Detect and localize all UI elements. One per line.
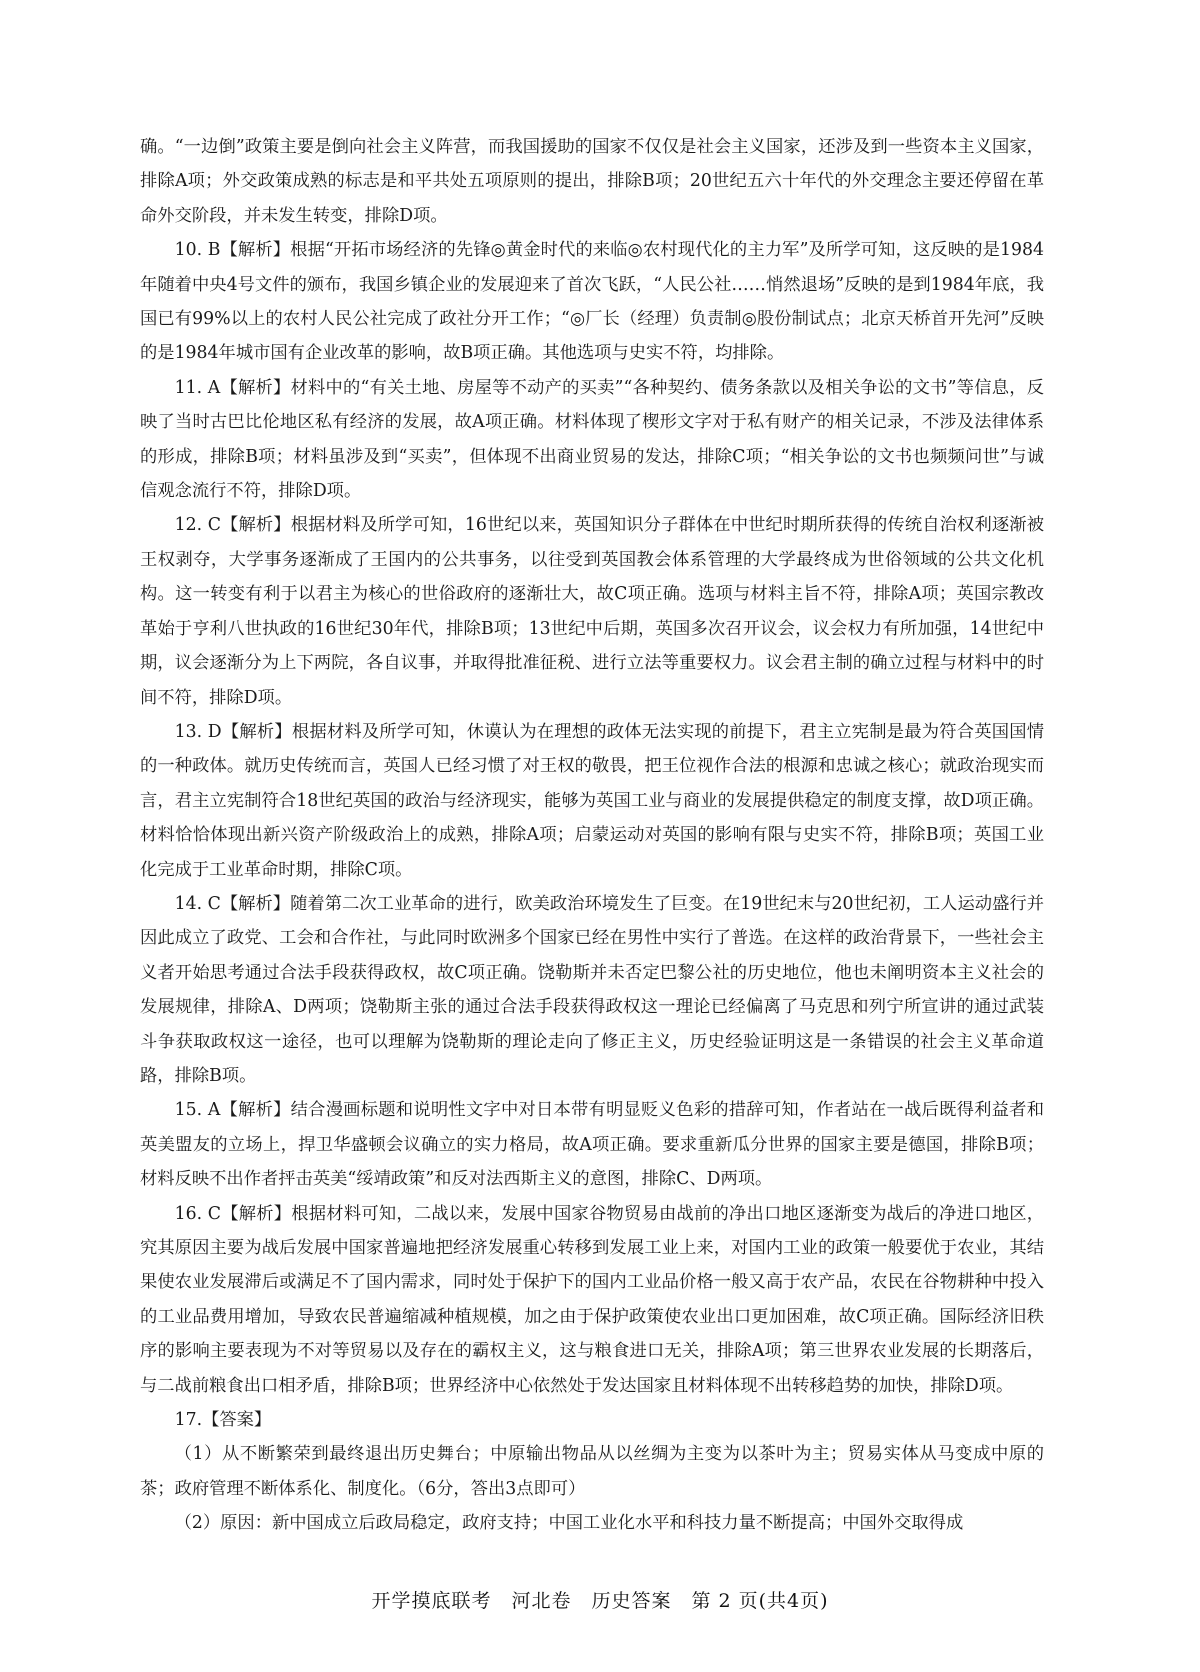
paragraph-q16: 16. C【解析】根据材料可知，二战以来，发展中国家谷物贸易由战前的净出口地区逐渐变为战后的净进口地区，究其原因主要为战后发展中国家普遍地把经济发展重心转移到发展工业上来，对国内工业的政策一般要优于农业，其结果使农业发展滞后或满足不了国内需求，同时处于保护下的国内工业品价格一般又高于农产品，农民在谷物耕种中投入的工业品费用增加，导致农民普遍缩减种植规模，加之由于保护政策使农业出口更加困难，故C项正确。国际经济旧秩序的影响主要表现为不对等贸易以及存在的霸权主义，这与粮食进口无关，排除A项；第三世界农业发展的长期落后，与二战前粮食出口相矛盾，排除B项；世界经济中心依然处于发达国家且材料体现不出转移趋势的加快，排除D项。 bbox=[140, 1203, 1044, 1396]
page-footer: 开学摸底联考 河北卷 历史答案 第 2 页(共4页) bbox=[371, 1590, 829, 1612]
answer-text-body bbox=[140, 130, 1044, 1541]
paragraph-9-continuation: 确。“一边倒”政策主要是倒向社会主义阵营，而我国援助的国家不仅仅是社会主义国家，还涉及到一些资本主义国家，排除A项；外交政策成熟的标志是和平共处五项原则的提出，排除B项；20世纪五六十年代的外交理念主要还停留在革命外交阶段，并未发生转变，排除D项。 bbox=[140, 137, 1044, 226]
paragraph-q15: 15. A【解析】结合漫画标题和说明性文字中对日本带有明显贬义色彩的措辞可知，作者站在一战后既得利益者和英美盟友的立场上，捍卫华盛顿会议确立的实力格局，故A项正确。要求重新瓜分世界的国家主要是德国，排除B项；材料反映不出作者抨击英美“绥靖政策”和反对法西斯主义的意图，排除C、D两项。 bbox=[140, 1100, 1044, 1190]
paragraph-q13: 13. D【解析】根据材料及所学可知，休谟认为在理想的政体无法实现的前提下，君主立宪制是最为符合英国国情的一种政体。就历史传统而言，英国人已经习惯了对王权的敬畏，把王位视作合法的根源和忠诚之核心；就政治现实而言，君主立宪制符合18世纪英国的政治与经济现实，能够为英国工业与商业的发展提供稳定的制度支撑，故D项正确。材料恰恰体现出新兴资产阶级政治上的成熟，排除A项；启蒙运动对英国的影响有限与史实不符，排除B项；英国工业化完成于工业革命时期，排除C项。 bbox=[140, 721, 1044, 880]
paragraph-q17-part1: （1）从不断繁荣到最终退出历史舞台；中原输出物品从以丝绸为主变为以茶叶为主；贸易实体从马变成中原的茶；政府管理不断体系化、制度化。（6分，答出3点即可） bbox=[140, 1444, 1044, 1499]
paragraph-q12: 12. C【解析】根据材料及所学可知，16世纪以来，英国知识分子群体在中世纪时期所获得的传统自治权利逐渐被王权剥夺，大学事务逐渐成了王国内的公共事务，以往受到英国教会体系管理的大学最终成为世俗领域的公共文化机构。这一转变有利于以君主为核心的世俗政府的逐渐壮大，故C项正确。选项与材料主旨不符，排除A项；英国宗教改革始于亨利八世执政的16世纪30年代，排除B项；13世纪中后期，英国多次召开议会，议会权力有所加强，14世纪中期，议会逐渐分为上下两院，各自议事，并取得批准征税、进行立法等重要权力。议会君主制的确立过程与材料中的时间不符，排除D项。 bbox=[140, 515, 1044, 708]
paragraph-q17-part2: （2）原因：新中国成立后政局稳定，政府支持；中国工业化水平和科技力量不断提高；中国外交取得成 bbox=[174, 1513, 964, 1534]
paragraph-q11: 11. A【解析】材料中的“有关土地、房屋等不动产的买卖”“各种契约、债务条款以及相关争讼的文书”等信息，反映了当时古巴比伦地区私有经济的发展，故A项正确。材料体现了楔形文字对于私有财产的相关记录，不涉及法律体系的形成，排除B项；材料虽涉及到“买卖”，但体现不出商业贸易的发达，排除C项；“相关争讼的文书也频频问世”与诚信观念流行不符，排除D项。 bbox=[140, 377, 1044, 502]
paragraph-q14: 14. C【解析】随着第二次工业革命的进行，欧美政治环境发生了巨变。在19世纪末与20世纪初，工人运动盛行并因此成立了政党、工会和合作社，与此同时欧洲多个国家已经在男性中实行了普选。在这样的政治背景下，一些社会主义者开始思考通过合法手段获得政权，故C项正确。饶勒斯并未否定巴黎公社的历史地位，他也未阐明资本主义社会的发展规律，排除A、D两项；饶勒斯主张的通过合法手段获得政权这一理论已经偏离了马克思和列宁所宣讲的通过武装斗争获取政权这一途径，也可以理解为饶勒斯的理论走向了修正主义，历史经验证明这是一条错误的社会主义革命道路，排除B项。 bbox=[140, 893, 1044, 1086]
paragraph-q17-heading: 17.【答案】 bbox=[174, 1410, 272, 1431]
paragraph-q10: 10. B【解析】根据“开拓市场经济的先锋◎黄金时代的来临◎农村现代化的主力军”及所学可知，这反映的是1984年随着中央4号文件的颁布，我国乡镇企业的发展迎来了首次飞跃，“人民公社……悄然退场”反映的是到1984年底，我国已有99%以上的农村人民公社完成了政社分开工作；“◎厂长（经理）负责制◎股份制试点；北京天桥首开先河”反映的是1984年城市国有企业改革的影响，故B项正确。其他选项与史实不符，均排除。 bbox=[140, 240, 1044, 364]
